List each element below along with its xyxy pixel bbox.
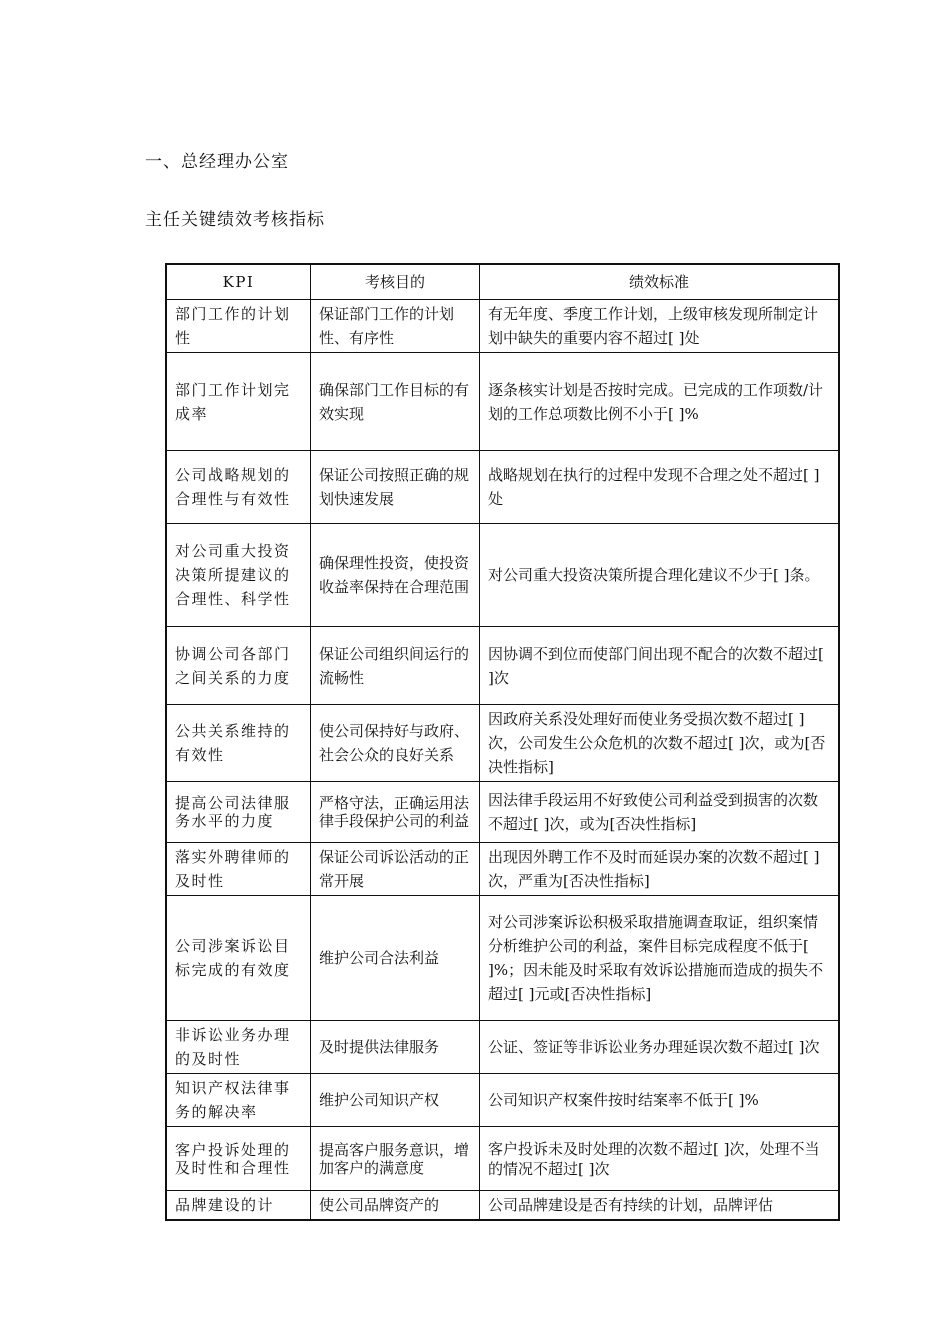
kpi-cell: 提高公司法律服务水平的力度 [166, 782, 311, 843]
table-row [166, 1191, 839, 1221]
standard-cell: 公证、签证等非诉讼业务办理延误次数不超过[ ]次 [480, 1021, 840, 1074]
standard-cell: 因协调不到位而使部门间出现不配合的次数不超过[ ]次 [480, 627, 840, 705]
standard-cell: 公司品牌建设是否有持续的计划，品牌评估 [480, 1191, 840, 1221]
section-title: 一、总经理办公室 [145, 152, 289, 172]
kpi-cell: 客户投诉处理的及时性和合理性 [166, 1127, 311, 1191]
purpose-cell: 及时提供法律服务 [311, 1021, 480, 1074]
header-kpi: KPI [166, 264, 311, 300]
kpi-table [165, 263, 840, 1221]
standard-cell: 战略规划在执行的过程中发现不合理之处不超过[ ]处 [480, 451, 840, 524]
table-row [166, 627, 839, 705]
table-header-row [166, 264, 839, 300]
table-row [166, 1021, 839, 1074]
table-row [166, 843, 839, 896]
purpose-cell: 确保理性投资，使投资收益率保持在合理范围 [311, 524, 480, 627]
kpi-cell: 公司战略规划的合理性与有效性 [166, 451, 311, 524]
standard-cell: 公司知识产权案件按时结案率不低于[ ]% [480, 1074, 840, 1127]
kpi-cell: 对公司重大投资决策所提建议的合理性、科学性 [166, 524, 311, 627]
kpi-cell: 部门工作计划完成率 [166, 353, 311, 451]
table-row [166, 1127, 839, 1191]
table-row [166, 524, 839, 627]
standard-cell: 逐条核实计划是否按时完成。已完成的工作项数/计划的工作总项数比例不小于[ ]% [480, 353, 840, 451]
purpose-cell: 保证公司诉讼活动的正常开展 [311, 843, 480, 896]
standard-cell: 出现因外聘工作不及时而延误办案的次数不超过[ ]次，严重为[否决性指标] [480, 843, 840, 896]
kpi-cell: 非诉讼业务办理的及时性 [166, 1021, 311, 1074]
purpose-cell: 保证公司按照正确的规划快速发展 [311, 451, 480, 524]
kpi-cell: 协调公司各部门之间关系的力度 [166, 627, 311, 705]
purpose-cell: 确保部门工作目标的有效实现 [311, 353, 480, 451]
table-row [166, 782, 839, 843]
kpi-cell: 品牌建设的计 [166, 1191, 311, 1221]
table-row [166, 300, 839, 353]
purpose-cell: 保证部门工作的计划性、有序性 [311, 300, 480, 353]
purpose-cell: 提高客户服务意识，增加客户的满意度 [311, 1127, 480, 1191]
standard-cell: 因法律手段运用不好致使公司利益受到损害的次数不超过[ ]次，或为[否决性指标] [480, 782, 840, 843]
kpi-cell: 公司涉案诉讼目标完成的有效度 [166, 896, 311, 1021]
standard-cell: 有无年度、季度工作计划，上级审核发现所制定计划中缺失的重要内容不超过[ ]处 [480, 300, 840, 353]
standard-cell: 对公司重大投资决策所提合理化建议不少于[ ]条。 [480, 524, 840, 627]
header-standard: 绩效标准 [480, 264, 840, 300]
standard-cell: 客户投诉未及时处理的次数不超过[ ]次，处理不当的情况不超过[ ]次 [480, 1127, 840, 1191]
purpose-cell: 使公司品牌资产的 [311, 1191, 480, 1221]
standard-cell: 对公司涉案诉讼积极采取措施调查取证，组织案情分析维护公司的利益，案件目标完成程度不低于[ ]%；因未能及时采取有效诉讼措施而造成的损失不超过[ ]元或[否决性指标] [480, 896, 840, 1021]
purpose-cell: 保证公司组织间运行的流畅性 [311, 627, 480, 705]
kpi-cell: 落实外聘律师的及时性 [166, 843, 311, 896]
kpi-cell: 部门工作的计划性 [166, 300, 311, 353]
purpose-cell: 使公司保持好与政府、社会公众的良好关系 [311, 705, 480, 782]
purpose-cell: 维护公司合法利益 [311, 896, 480, 1021]
table-row [166, 451, 839, 524]
table-row [166, 705, 839, 782]
kpi-cell: 公共关系维持的有效性 [166, 705, 311, 782]
table-row [166, 1074, 839, 1127]
table-row [166, 353, 839, 451]
standard-cell: 因政府关系没处理好而使业务受损次数不超过[ ]次，公司发生公众危机的次数不超过[ ]次，或为[否决性指标] [480, 705, 840, 782]
table-row [166, 896, 839, 1021]
kpi-cell: 知识产权法律事务的解决率 [166, 1074, 311, 1127]
purpose-cell: 严格守法，正确运用法律手段保护公司的利益 [311, 782, 480, 843]
header-purpose: 考核目的 [311, 264, 480, 300]
table-title: 主任关键绩效考核指标 [145, 210, 325, 230]
purpose-cell: 维护公司知识产权 [311, 1074, 480, 1127]
